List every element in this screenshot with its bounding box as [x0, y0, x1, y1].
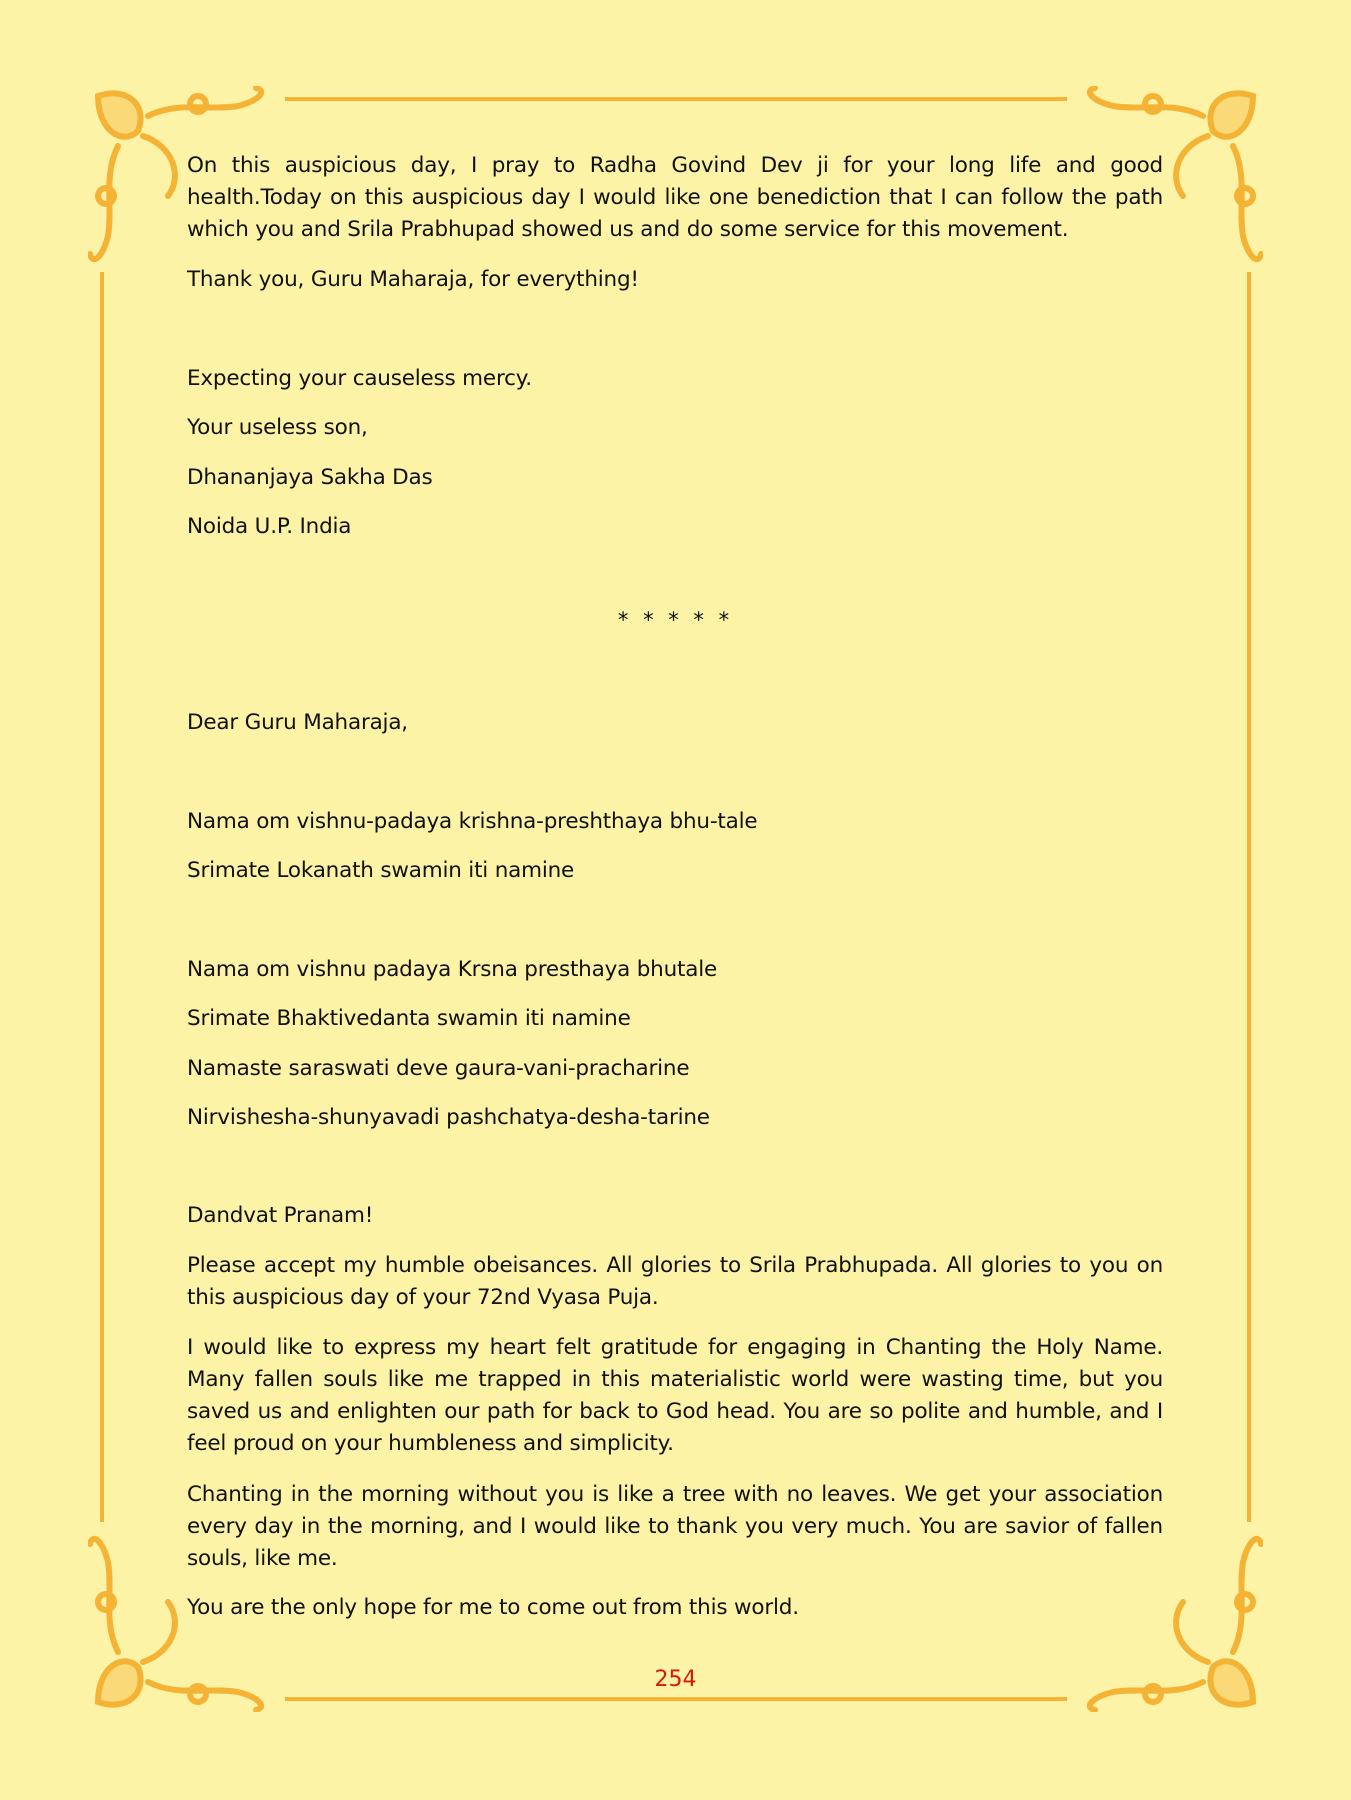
border-top [285, 97, 1067, 101]
author-location: Noida U.P. India [187, 514, 352, 539]
paragraph-prayer: On this auspicious day, I pray to Radha Govind Dev ji for your long life and good health.Today on this auspicious day I would like one benediction that I can follow the path which you and Srila Prabhupad showed us and do some service for this movement. [187, 153, 1163, 242]
verse-line: Nirvishesha-shunyavadi pashchatya-desha-tarine [187, 1105, 710, 1130]
verse-line: Srimate Lokanath swamin iti namine [187, 858, 575, 883]
paragraph-hope: You are the only hope for me to come out from this world. [187, 1595, 799, 1620]
paragraph-obeisances: Please accept my humble obeisances. All glories to Srila Prabhupada. All glories to you on this auspicious day of your 72nd Vyasa Puja. [187, 1253, 1163, 1310]
author-name: Dhananjaya Sakha Das [187, 465, 433, 490]
border-left [100, 272, 104, 1522]
signoff-line: Your useless son, [187, 415, 368, 440]
closing-line: Expecting your causeless mercy. [187, 366, 532, 391]
page-number: 254 [654, 1667, 697, 1692]
section-separator: * * * * * [617, 608, 734, 632]
verse-line: Srimate Bhaktivedanta swamin iti namine [187, 1006, 631, 1031]
greeting: Dandvat Pranam! [187, 1203, 374, 1228]
border-bottom [285, 1697, 1067, 1701]
paragraph-gratitude: I would like to express my heart felt gratitude for engaging in Chanting the Holy Name. Many fallen souls like me trapped in this materialistic world were wasting time, but you saved us and enlighten our path for back to God head. You are so polite and humble, and I feel proud on your humbleness and simplicity. [187, 1335, 1163, 1456]
verse-line: Namaste saraswati deve gaura-vani-pracharine [187, 1056, 690, 1081]
salutation: Dear Guru Maharaja, [187, 710, 408, 735]
paragraph-chanting: Chanting in the morning without you is like a tree with no leaves. We get your association every day in the morning, and I would like to thank you very much. You are savior of fallen souls, like me. [187, 1482, 1163, 1571]
paragraph-thanks: Thank you, Guru Maharaja, for everything! [187, 267, 639, 292]
verse-line: Nama om vishnu padaya Krsna presthaya bhutale [187, 957, 718, 982]
verse-line: Nama om vishnu-padaya krishna-preshthaya bhu-tale [187, 809, 758, 834]
border-right [1247, 272, 1251, 1522]
